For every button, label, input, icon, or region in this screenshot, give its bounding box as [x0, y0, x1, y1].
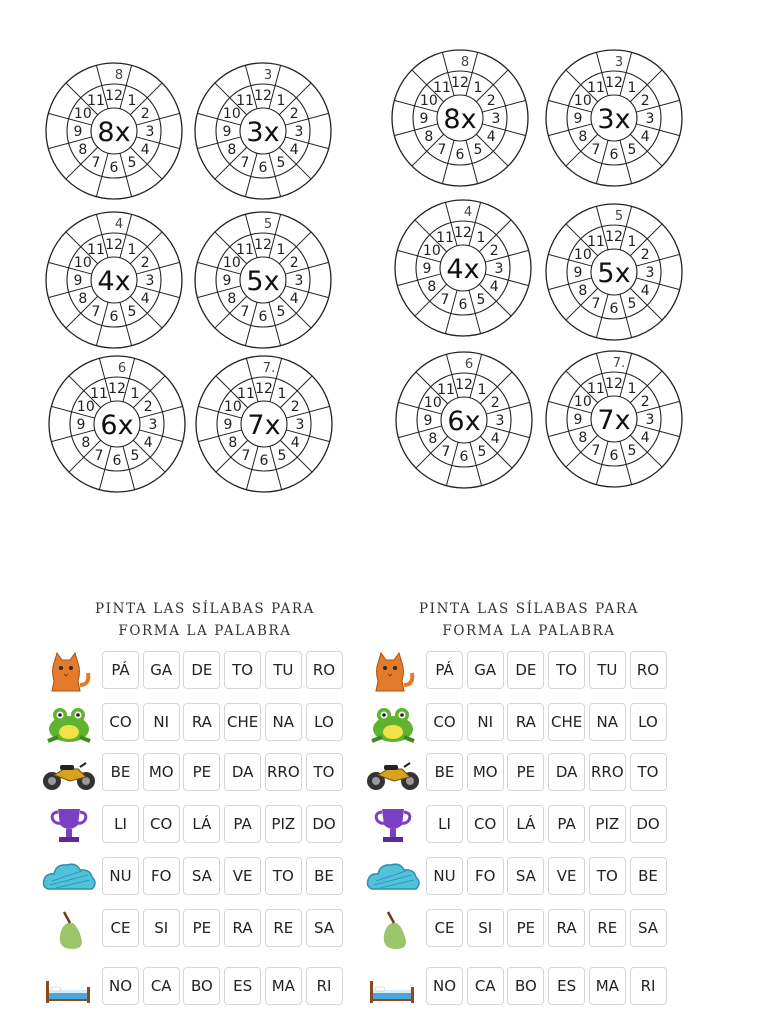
syllable-cell[interactable]: LI — [426, 805, 463, 843]
syllable-cell[interactable]: BE — [426, 753, 463, 791]
wheel-number: 8 — [424, 129, 434, 145]
syllable-cell[interactable]: BO — [183, 967, 220, 1005]
multiplication-wheel — [49, 356, 185, 492]
syllable-cell[interactable]: RA — [548, 909, 585, 947]
wheel-number: 5 — [476, 292, 486, 309]
wheel-label: 6x — [447, 406, 481, 437]
syllable-cell[interactable]: CA — [467, 967, 504, 1005]
syllable-cell[interactable]: SI — [467, 909, 504, 947]
wheel-number: 6 — [609, 448, 619, 464]
multiplication-wheel — [195, 212, 331, 348]
wheel-number: 5 — [627, 296, 637, 313]
wheel-number: 7 — [240, 155, 250, 172]
multiplication-wheel — [395, 200, 531, 336]
wheel-number: 12 — [105, 88, 123, 104]
syllable-cell[interactable]: TU — [589, 651, 626, 689]
syllable-cell[interactable]: RA — [183, 703, 220, 741]
wheel-number: 9 — [73, 124, 83, 140]
wheel-number: 11 — [87, 92, 105, 109]
wheel-number: 11 — [587, 380, 605, 397]
wheel-number: 6 — [112, 453, 122, 469]
wheel-number: 3 — [295, 417, 305, 433]
syllable-cell[interactable]: CO — [426, 703, 463, 741]
wheel-number: 3 — [494, 261, 504, 277]
wheel-number: 12 — [451, 75, 469, 91]
wheel-number: 1 — [130, 385, 140, 402]
panel-title-line2: FORMA LA PALABRA — [442, 623, 616, 639]
panel-title-line1: PINTA LAS SÍLABAS PARA — [94, 601, 315, 617]
wheel-top-number: 3 — [614, 55, 624, 70]
wheel-number: 4 — [289, 291, 299, 307]
wheel-number: 1 — [476, 229, 486, 246]
wheel-number: 8 — [578, 129, 588, 145]
wheel-number: 12 — [454, 225, 472, 241]
syllable-cell[interactable]: FO — [467, 857, 504, 895]
syllable-cell[interactable]: PE — [183, 909, 220, 947]
syllable-cell[interactable]: PIZ — [265, 805, 302, 843]
wheel-number: 6 — [609, 301, 619, 317]
wheel-label: 5x — [597, 258, 631, 289]
wheel-number: 1 — [276, 92, 286, 109]
syllable-cell[interactable]: GA — [467, 651, 504, 689]
syllable-cell[interactable]: LO — [306, 703, 343, 741]
syllable-cell[interactable]: NA — [589, 703, 626, 741]
wheel-number: 11 — [90, 385, 108, 402]
wheel-number: 12 — [605, 376, 623, 392]
wheel-number: 5 — [276, 155, 286, 172]
wheel-number: 8 — [227, 142, 237, 158]
wheel-number: 11 — [433, 79, 451, 96]
wheel-number: 8 — [227, 291, 237, 307]
wheel-number: 4 — [289, 142, 299, 158]
wheel-number: 2 — [640, 93, 650, 109]
panel-title-line2: FORMA LA PALABRA — [118, 623, 292, 639]
wheel-number: 3 — [294, 273, 304, 289]
syllable-cell[interactable]: BO — [507, 967, 544, 1005]
wheel-number: 7 — [91, 304, 101, 321]
wheel-number: 9 — [573, 111, 583, 127]
syllable-cell[interactable]: DO — [630, 805, 667, 843]
wheel-number: 3 — [148, 417, 158, 433]
wheel-label: 8x — [97, 117, 131, 148]
syllable-cell[interactable]: LÁ — [507, 805, 544, 843]
wheel-number: 9 — [222, 273, 232, 289]
syllable-cell[interactable]: LO — [630, 703, 667, 741]
wheel-number: 11 — [237, 385, 255, 402]
syllable-cell[interactable]: SA — [183, 857, 220, 895]
wheel-number: 2 — [289, 255, 299, 271]
wheel-number: 8 — [578, 430, 588, 446]
wheel-number: 8 — [78, 142, 88, 158]
wheel-number: 2 — [289, 106, 299, 122]
syllable-cell[interactable]: SI — [143, 909, 180, 947]
syllable-cell[interactable]: PÁ — [102, 651, 139, 689]
syllable-cell[interactable]: SA — [306, 909, 343, 947]
bed-icon — [40, 967, 98, 1009]
wheel-top-number: 6 — [464, 357, 474, 372]
wheel-number: 4 — [140, 142, 150, 158]
wheel-label: 4x — [446, 254, 480, 285]
motorcycle-icon — [364, 753, 422, 795]
wheel-number: 3 — [145, 273, 155, 289]
wheel-number: 10 — [222, 255, 241, 271]
wheel-number: 11 — [236, 241, 254, 258]
wheel-number: 10 — [422, 243, 441, 259]
wheel-top-number: 6 — [117, 361, 127, 376]
syllable-cell[interactable]: NU — [102, 857, 139, 895]
wheel-number: 5 — [276, 304, 286, 321]
syllable-panel-left — [40, 598, 370, 995]
syllable-cell[interactable]: RA — [224, 909, 261, 947]
wheel-label: 8x — [443, 104, 477, 135]
pear-icon — [40, 909, 98, 951]
wheel-top-number: 8 — [460, 55, 470, 70]
syllable-cell[interactable]: DA — [224, 753, 261, 791]
wheel-number: 6 — [258, 309, 268, 325]
syllable-cell[interactable]: MO — [143, 753, 180, 791]
trophy-icon — [40, 805, 98, 847]
syllable-cell[interactable]: MA — [589, 967, 626, 1005]
wheel-number: 5 — [127, 304, 137, 321]
wheel-number: 7 — [94, 448, 104, 465]
syllable-cell[interactable]: RI — [630, 967, 667, 1005]
syllable-cell[interactable]: BE — [630, 857, 667, 895]
wheel-number: 6 — [458, 297, 468, 313]
wheel-number: 3 — [645, 111, 655, 127]
wheel-number: 4 — [490, 431, 500, 447]
syllable-cell[interactable]: DE — [507, 651, 544, 689]
cloud-icon — [364, 857, 422, 899]
wheel-number: 10 — [423, 395, 442, 411]
syllable-cell[interactable]: SA — [507, 857, 544, 895]
wheel-number: 12 — [255, 381, 273, 397]
wheel-number: 7 — [240, 304, 250, 321]
wheel-number: 9 — [573, 412, 583, 428]
syllable-cell[interactable]: LÁ — [183, 805, 220, 843]
syllable-cell[interactable]: TO — [306, 753, 343, 791]
syllable-cell[interactable]: DE — [183, 651, 220, 689]
wheel-number: 4 — [489, 279, 499, 295]
wheel-number: 12 — [105, 237, 123, 253]
syllable-cell[interactable]: CE — [426, 909, 463, 947]
frog-icon — [364, 703, 422, 745]
multiplication-wheel — [46, 212, 182, 348]
wheel-number: 1 — [127, 92, 137, 109]
wheel-number: 3 — [495, 413, 505, 429]
wheel-number: 11 — [87, 241, 105, 258]
wheel-top-number: 3 — [263, 68, 273, 83]
wheel-number: 9 — [73, 273, 83, 289]
wheel-number: 10 — [419, 93, 438, 109]
wheel-number: 7 — [591, 142, 601, 159]
wheel-number: 10 — [223, 399, 242, 415]
wheel-number: 9 — [419, 111, 429, 127]
syllable-cell[interactable]: RI — [306, 967, 343, 1005]
wheel-number: 5 — [127, 155, 137, 172]
multiplication-wheel — [195, 63, 331, 199]
syllable-cell[interactable]: RA — [507, 703, 544, 741]
panel-title — [40, 598, 370, 642]
wheel-number: 8 — [228, 435, 238, 451]
wheel-number: 4 — [640, 129, 650, 145]
multiplication-wheel — [46, 63, 182, 199]
wheel-number: 3 — [145, 124, 155, 140]
wheel-number: 4 — [486, 129, 496, 145]
syllable-cell[interactable]: TO — [224, 651, 261, 689]
syllable-cell[interactable]: BE — [306, 857, 343, 895]
multiplication-wheel — [546, 50, 682, 186]
wheel-number: 10 — [573, 93, 592, 109]
wheel-number: 1 — [627, 380, 637, 397]
wheel-number: 7 — [437, 142, 447, 159]
syllable-cell[interactable]: CO — [467, 805, 504, 843]
wheel-number: 12 — [254, 88, 272, 104]
frog-icon — [40, 703, 98, 745]
wheel-number: 1 — [627, 79, 637, 96]
wheel-number: 11 — [236, 92, 254, 109]
wheel-number: 11 — [436, 229, 454, 246]
syllable-cell[interactable]: PE — [507, 753, 544, 791]
wheel-number: 9 — [223, 417, 233, 433]
wheel-number: 3 — [645, 265, 655, 281]
syllable-cell[interactable]: MA — [265, 967, 302, 1005]
syllable-cell[interactable]: CA — [143, 967, 180, 1005]
wheel-number: 8 — [428, 431, 438, 447]
wheel-number: 10 — [573, 394, 592, 410]
syllable-cell[interactable]: NU — [426, 857, 463, 895]
syllable-cell[interactable]: GA — [143, 651, 180, 689]
syllable-cell[interactable]: RRO — [589, 753, 626, 791]
syllable-cell[interactable]: NO — [102, 967, 139, 1005]
syllable-cell[interactable]: TO — [589, 857, 626, 895]
syllable-cell[interactable]: TO — [265, 857, 302, 895]
wheel-number: 12 — [254, 237, 272, 253]
syllable-cell[interactable]: RO — [630, 651, 667, 689]
syllable-cell[interactable]: MO — [467, 753, 504, 791]
trophy-icon — [364, 805, 422, 847]
wheel-number: 5 — [627, 142, 637, 159]
wheel-top-number: 8 — [114, 68, 124, 83]
wheel-number: 5 — [473, 142, 483, 159]
wheel-number: 1 — [473, 79, 483, 96]
wheel-number: 4 — [290, 435, 300, 451]
syllable-cell[interactable]: VE — [548, 857, 585, 895]
wheel-number: 1 — [477, 381, 487, 398]
syllable-cell[interactable]: CO — [143, 805, 180, 843]
wheel-number: 9 — [573, 265, 583, 281]
wheel-number: 6 — [609, 147, 619, 163]
multiplication-wheels — [0, 0, 768, 500]
syllable-cell[interactable]: CHE — [224, 703, 261, 741]
wheel-number: 6 — [459, 449, 469, 465]
wheel-number: 7 — [440, 292, 450, 309]
wheel-number: 3 — [491, 111, 501, 127]
wheel-number: 6 — [455, 147, 465, 163]
wheel-top-number: 5 — [263, 217, 273, 232]
pear-icon — [364, 909, 422, 951]
multiplication-wheel — [546, 204, 682, 340]
wheel-number: 5 — [477, 444, 487, 461]
wheel-number: 10 — [222, 106, 241, 122]
wheel-number: 2 — [490, 395, 500, 411]
syllable-cell[interactable]: TO — [548, 651, 585, 689]
wheel-number: 9 — [422, 261, 432, 277]
wheel-number: 12 — [605, 229, 623, 245]
wheel-number: 2 — [140, 106, 150, 122]
wheel-number: 2 — [640, 247, 650, 263]
wheel-number: 7 — [441, 444, 451, 461]
syllable-cell[interactable]: SA — [630, 909, 667, 947]
cat-icon — [364, 651, 422, 693]
wheel-number: 9 — [423, 413, 433, 429]
wheel-top-number: 5 — [614, 209, 624, 224]
wheel-label: 7x — [597, 405, 631, 436]
wheel-label: 4x — [97, 266, 131, 297]
wheel-number: 10 — [76, 399, 95, 415]
syllable-cell[interactable]: VE — [224, 857, 261, 895]
wheel-number: 3 — [294, 124, 304, 140]
wheel-number: 6 — [109, 160, 119, 176]
wheel-number: 4 — [640, 430, 650, 446]
wheel-number: 2 — [489, 243, 499, 259]
syllable-cell[interactable]: DO — [306, 805, 343, 843]
wheel-number: 5 — [130, 448, 140, 465]
wheel-label: 5x — [246, 266, 280, 297]
wheel-number: 4 — [143, 435, 153, 451]
motorcycle-icon — [40, 753, 98, 795]
wheel-label: 7x — [247, 410, 281, 441]
panel-title-line1: PINTA LAS SÍLABAS PARA — [418, 601, 639, 617]
wheel-label: 6x — [100, 410, 134, 441]
wheel-number: 4 — [640, 283, 650, 299]
wheel-number: 7 — [241, 448, 251, 465]
wheel-number: 7 — [91, 155, 101, 172]
wheel-number: 9 — [76, 417, 86, 433]
syllable-cell[interactable]: ES — [548, 967, 585, 1005]
wheel-top-number: 4 — [114, 217, 124, 232]
syllable-cell[interactable]: PA — [548, 805, 585, 843]
wheel-number: 3 — [645, 412, 655, 428]
wheel-number: 9 — [222, 124, 232, 140]
wheel-number: 1 — [276, 241, 286, 258]
bed-icon — [364, 967, 422, 1009]
syllable-cell[interactable]: ES — [224, 967, 261, 1005]
syllable-cell[interactable]: CHE — [548, 703, 585, 741]
wheel-number: 5 — [277, 448, 287, 465]
wheel-number: 8 — [578, 283, 588, 299]
wheel-number: 1 — [127, 241, 137, 258]
wheel-label: 3x — [246, 117, 280, 148]
wheel-number: 2 — [143, 399, 153, 415]
wheel-number: 2 — [290, 399, 300, 415]
wheel-number: 1 — [627, 233, 637, 250]
wheel-number: 12 — [455, 377, 473, 393]
syllable-cell[interactable]: RRO — [265, 753, 302, 791]
syllable-cell[interactable]: PE — [507, 909, 544, 947]
wheel-top-number: 7. — [262, 361, 276, 376]
wheel-number: 12 — [605, 75, 623, 91]
wheel-top-number: 7. — [612, 356, 626, 371]
syllable-cell[interactable]: TU — [265, 651, 302, 689]
wheel-number: 2 — [486, 93, 496, 109]
wheel-number: 8 — [427, 279, 437, 295]
syllable-cell[interactable]: PÁ — [426, 651, 463, 689]
multiplication-wheel — [196, 356, 332, 492]
syllable-cell[interactable]: FO — [143, 857, 180, 895]
cloud-icon — [40, 857, 98, 899]
syllable-cell[interactable]: PA — [224, 805, 261, 843]
syllable-cell[interactable]: DA — [548, 753, 585, 791]
cat-icon — [40, 651, 98, 693]
wheel-number: 6 — [259, 453, 269, 469]
wheel-top-number: 4 — [463, 205, 473, 220]
wheel-number: 4 — [140, 291, 150, 307]
wheel-number: 6 — [258, 160, 268, 176]
panel-title — [364, 598, 694, 642]
wheel-number: 8 — [78, 291, 88, 307]
syllable-cell[interactable]: NA — [265, 703, 302, 741]
syllable-cell[interactable]: CE — [102, 909, 139, 947]
wheel-number: 12 — [108, 381, 126, 397]
syllable-cell[interactable]: PE — [183, 753, 220, 791]
wheel-number: 2 — [640, 394, 650, 410]
syllable-cell[interactable]: NI — [143, 703, 180, 741]
wheel-number: 5 — [627, 443, 637, 460]
syllable-cell[interactable]: LI — [102, 805, 139, 843]
wheel-number: 11 — [587, 79, 605, 96]
wheel-number: 10 — [573, 247, 592, 263]
syllable-cell[interactable]: RE — [589, 909, 626, 947]
wheel-number: 6 — [109, 309, 119, 325]
syllable-cell[interactable]: BE — [102, 753, 139, 791]
syllable-cell[interactable]: NO — [426, 967, 463, 1005]
wheel-label: 3x — [597, 104, 631, 135]
multiplication-wheel — [392, 50, 528, 186]
wheel-number: 11 — [437, 381, 455, 398]
syllable-cell[interactable]: PIZ — [589, 805, 626, 843]
wheel-number: 10 — [73, 106, 92, 122]
syllable-cell[interactable]: CO — [102, 703, 139, 741]
syllable-cell[interactable]: RE — [265, 909, 302, 947]
wheel-number: 7 — [591, 443, 601, 460]
wheel-number: 8 — [81, 435, 91, 451]
syllable-panel-right — [364, 598, 694, 995]
syllable-cell[interactable]: NI — [467, 703, 504, 741]
syllable-cell[interactable]: TO — [630, 753, 667, 791]
wheel-number: 2 — [140, 255, 150, 271]
syllable-cell[interactable]: RO — [306, 651, 343, 689]
wheel-number: 7 — [591, 296, 601, 313]
multiplication-wheel — [546, 351, 682, 487]
wheel-number: 1 — [277, 385, 287, 402]
multiplication-wheel — [396, 352, 532, 488]
wheel-number: 11 — [587, 233, 605, 250]
wheel-number: 10 — [73, 255, 92, 271]
